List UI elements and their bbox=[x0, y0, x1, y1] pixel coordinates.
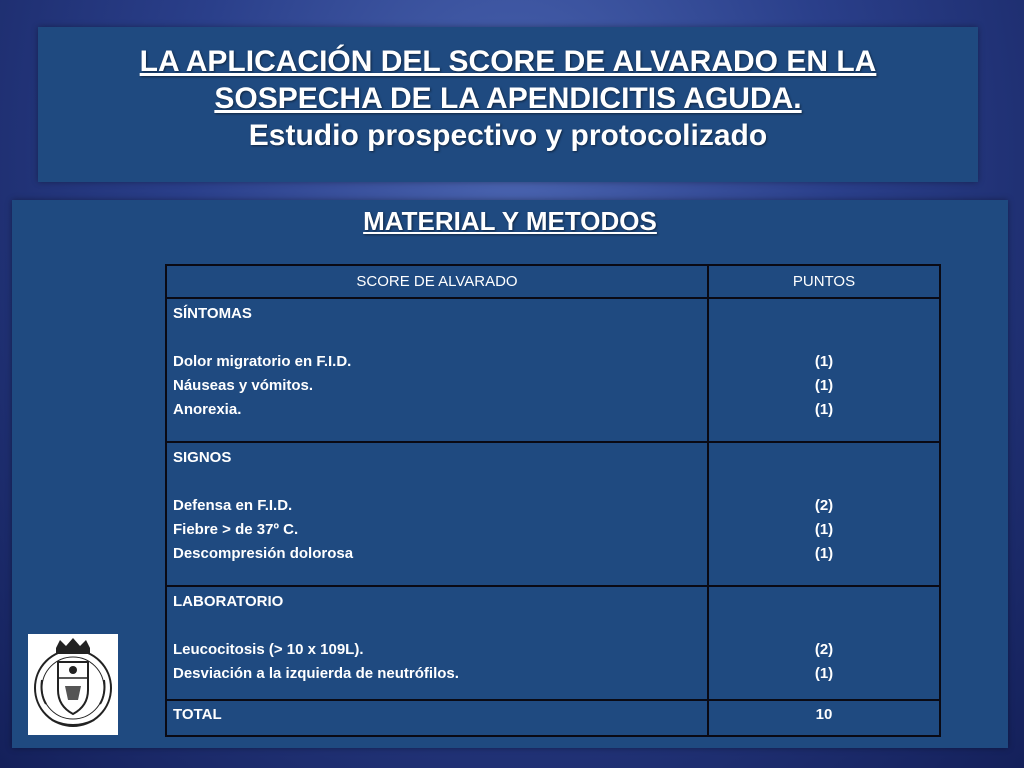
item-points: (2) bbox=[814, 497, 834, 514]
item-name: Náuseas y vómitos. bbox=[173, 377, 314, 394]
group-row-sintomas bbox=[166, 298, 940, 442]
item-points: (1) bbox=[814, 665, 834, 682]
item-name: Descompresión dolorosa bbox=[173, 545, 354, 562]
group-label: SIGNOS bbox=[173, 449, 232, 466]
header-score: SCORE DE ALVARADO bbox=[166, 265, 708, 298]
header-points: PUNTOS bbox=[708, 265, 940, 298]
group-label: SÍNTOMAS bbox=[173, 305, 252, 322]
total-label: TOTAL bbox=[166, 700, 708, 736]
item-points: (1) bbox=[814, 401, 834, 418]
total-points: 10 bbox=[708, 700, 940, 736]
item-name: Desviación a la izquierda de neutrófilos. bbox=[173, 665, 459, 682]
item-name: Defensa en F.I.D. bbox=[173, 497, 293, 514]
section-heading: MATERIAL Y METODOS bbox=[363, 206, 657, 236]
title-line-1: LA APLICACIÓN DEL SCORE DE ALVARADO EN LA bbox=[139, 45, 877, 78]
item-name: Anorexia. bbox=[173, 401, 242, 418]
item-points: (1) bbox=[814, 353, 834, 370]
item-name: Leucocitosis (> 10 x 109L). bbox=[173, 641, 364, 658]
total-row bbox=[166, 700, 940, 736]
alvarado-score-table bbox=[165, 264, 941, 737]
group-items-cell bbox=[166, 586, 708, 700]
group-row-signos bbox=[166, 442, 940, 586]
item-points: (2) bbox=[814, 641, 834, 658]
item-points: (1) bbox=[814, 377, 834, 394]
item-points: (1) bbox=[814, 521, 834, 538]
title-box bbox=[38, 27, 978, 182]
item-points: (1) bbox=[814, 545, 834, 562]
item-name: Fiebre > de 37º C. bbox=[173, 521, 299, 538]
group-row-laboratorio bbox=[166, 586, 940, 700]
group-items-cell bbox=[166, 442, 708, 586]
group-points-cell bbox=[708, 442, 940, 586]
table-header-row bbox=[166, 265, 940, 298]
group-points-cell bbox=[708, 586, 940, 700]
group-items-cell bbox=[166, 298, 708, 442]
content-box bbox=[12, 200, 1008, 748]
university-crest-icon bbox=[28, 634, 118, 735]
group-points-cell bbox=[708, 298, 940, 442]
group-label: LABORATORIO bbox=[173, 593, 284, 610]
subtitle: Estudio prospectivo y protocolizado bbox=[248, 119, 768, 152]
item-name: Dolor migratorio en F.I.D. bbox=[173, 353, 352, 370]
title-line-2: SOSPECHA DE LA APENDICITIS AGUDA. bbox=[214, 82, 802, 115]
